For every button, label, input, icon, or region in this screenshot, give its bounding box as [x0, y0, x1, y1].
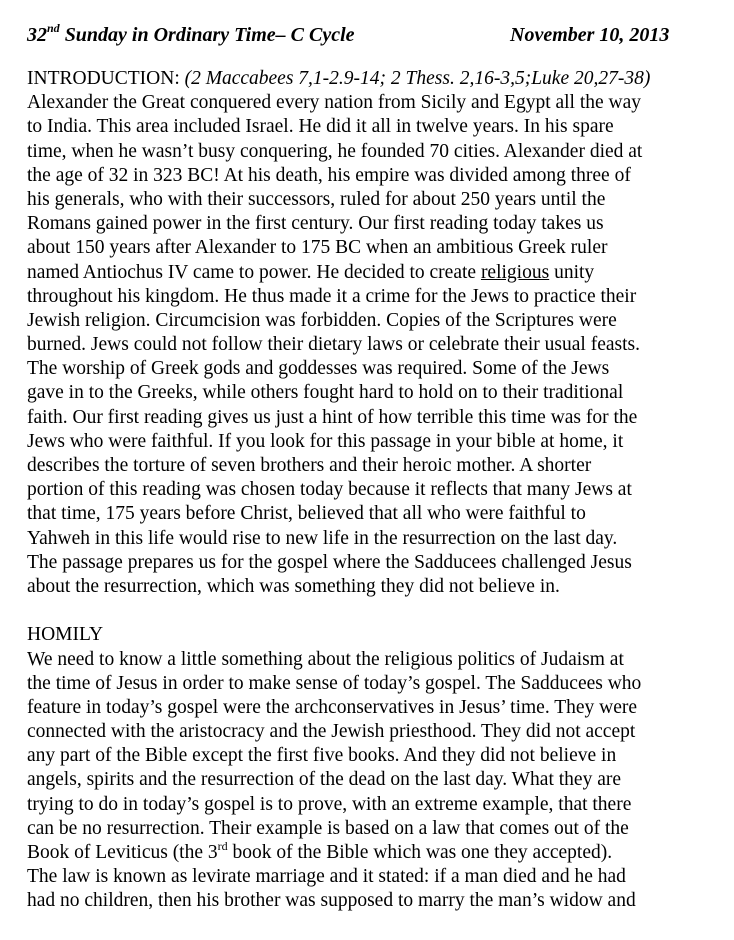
title-number: 32 [27, 24, 47, 46]
document-date: November 10, 2013 [510, 24, 670, 46]
text-line: The worship of Greek gods and goddesses was required. Some of the Jews [27, 358, 610, 380]
text-fragment: unity [549, 261, 595, 283]
text-line [27, 841, 717, 865]
text-line: his generals, who with their successors, ruled for about 250 years until the [27, 188, 606, 210]
paragraph-spacer [27, 599, 717, 623]
introduction-heading [27, 67, 717, 91]
text-line: connected with the aristocracy and the Jewish priesthood. They did not accept [27, 721, 636, 743]
homily-paragraph [27, 648, 717, 914]
ordinal-suffix: rd [217, 839, 228, 853]
document-page [27, 20, 717, 914]
text-line: throughout his kingdom. He thus made it a crime for the Jews to practice their [27, 285, 637, 307]
text-fragment: Book of Leviticus (the 3 [27, 842, 218, 863]
text-line: Romans gained power in the first century. Our first reading today takes us [27, 213, 604, 235]
text-line: to India. This area included Israel. He did it all in twelve years. In his spare [27, 116, 614, 138]
text-line: Jews who were faithful. If you look for this passage in your bible at home, it [27, 430, 624, 452]
underlined-word: religious [480, 261, 550, 283]
text-line: about 150 years after Alexander to 175 BC when an ambitious Greek ruler [27, 237, 608, 259]
text-line: portion of this reading was chosen today because it reflects that many Jews at [27, 479, 632, 501]
introduction-label: INTRODUCTION: [27, 68, 185, 89]
introduction-paragraph [27, 91, 717, 599]
text-line: gave in to the Greeks, while others fought hard to hold on to their traditional [27, 382, 624, 404]
text-line: feature in today’s gospel were the archconservatives in Jesus’ time. They were [27, 696, 638, 718]
text-line: about the resurrection, which was something they did not believe in. [27, 575, 560, 597]
text-line: the time of Jesus in order to make sense of today’s gospel. The Sadducees who [27, 672, 642, 694]
text-line: We need to know a little something about the religious politics of Judaism at [27, 648, 624, 670]
text-line: burned. Jews could not follow their dietary laws or celebrate their usual feasts. [27, 334, 640, 356]
text-line: The law is known as levirate marriage and it stated: if a man died and he had [27, 866, 626, 888]
text-line: Yahweh in this life would rise to new life in the resurrection on the last day. [27, 527, 618, 549]
homily-heading: HOMILY [27, 624, 104, 646]
text-fragment: named Antiochus IV came to power. He decided to create [27, 261, 481, 283]
text-line: can be no resurrection. Their example is based on a law that comes out of the [27, 817, 629, 839]
text-line: any part of the Bible except the first five books. And they did not believe in [27, 745, 617, 767]
text-fragment: book of the Bible which was one they accepted). [227, 842, 613, 863]
text-line: Alexander the Great conquered every nation from Sicily and Egypt all the way [27, 92, 642, 114]
text-line: had no children, then his brother was supposed to marry the man’s widow and [27, 890, 636, 912]
text-line: Jewish religion. Circumcision was forbidden. Copies of the Scriptures were [27, 309, 617, 331]
text-line: angels, spirits and the resurrection of the dead on the last day. What they are [27, 769, 622, 791]
title-ordinal-suffix: nd [47, 21, 60, 35]
scripture-references: (2 Maccabees 7,1-2.9-14; 2 Thess. 2,16-3,5;Luke 20,27-38) [184, 68, 651, 89]
text-line: faith. Our first reading gives us just a hint of how terrible this time was for the [27, 406, 638, 428]
document-body [27, 67, 717, 914]
text-line: that time, 175 years before Christ, believed that all who were faithful to [27, 503, 586, 525]
text-line: The passage prepares us for the gospel where the Sadducees challenged Jesus [27, 551, 632, 573]
document-title [27, 20, 355, 50]
title-text: Sunday in Ordinary Time– C Cycle [59, 24, 355, 46]
document-header [27, 20, 717, 50]
text-line: trying to do in today’s gospel is to prove, with an extreme example, that there [27, 793, 632, 815]
text-line [27, 261, 717, 285]
text-line: describes the torture of seven brothers and their heroic mother. A shorter [27, 455, 592, 476]
text-line: the age of 32 in 323 BC! At his death, his empire was divided among three of [27, 164, 631, 186]
text-line: time, when he wasn’t busy conquering, he founded 70 cities. Alexander died at [27, 140, 643, 162]
